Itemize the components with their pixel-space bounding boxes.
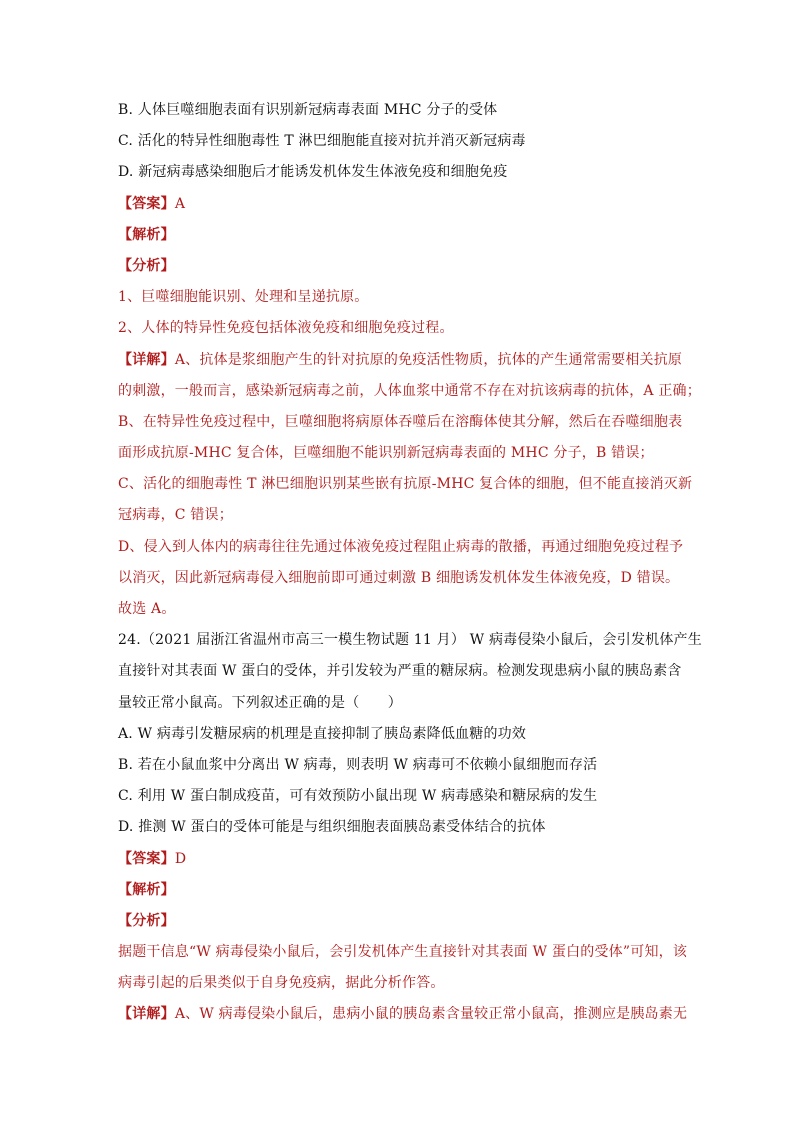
q23-answer-value: A — [174, 195, 186, 212]
q23-analysis-tag: 【解析】 — [118, 226, 175, 243]
q23-fenxi-point-1: 1、巨噬细胞能识别、处理和呈递抗原。 — [118, 289, 369, 306]
q23-detail-line-3: B、在特异性免疫过程中，巨噬细胞将病原体吞噬后在溶酶体使其分解，然后在吞噬细胞表 — [118, 413, 683, 430]
q24-answer-value: D — [174, 850, 187, 867]
q24-option-c: C. 利用 W 蛋白制成疫苗，可有效预防小鼠出现 W 病毒感染和糖尿病的发生 — [118, 788, 598, 805]
q23-option-d: D. 新冠病毒感染细胞后才能诱发机体发生体液免疫和细胞免疫 — [118, 164, 508, 181]
q24-option-a: A. W 病毒引发糖尿病的机理是直接抑制了胰岛素降低血糖的功效 — [118, 725, 527, 742]
q23-detail-line-5: C、活化的细胞毒性 T 淋巴细胞识别某些嵌有抗原-MHC 复合体的细胞，但不能直接消灭新 — [118, 476, 693, 493]
q24-stem-line-1: 24.（2021 届浙江省温州市高三一模生物试题 11 月） W 病毒侵染小鼠后，会引发机体产生 — [118, 632, 702, 649]
q24-answer-label: 【答案】 — [118, 850, 175, 867]
q24-stem-line-3: 量较正常小鼠高。下列叙述正确的是（ ） — [118, 694, 402, 711]
q23-detail-line-4: 面形成抗原-MHC 复合体，巨噬细胞不能识别新冠病毒表面的 MHC 分子，B 错误； — [118, 445, 654, 462]
q24-option-b: B. 若在小鼠血浆中分离出 W 病毒，则表明 W 病毒可不依赖小鼠细胞而存活 — [118, 756, 598, 773]
q23-answer-label: 【答案】 — [118, 195, 175, 212]
document-page — [118, 95, 702, 1031]
q23-detail-line-1 — [118, 345, 683, 376]
q24-detail-line-1 — [118, 999, 688, 1030]
q24-option-d: D. 推测 W 蛋白的受体可能是与组织细胞表面胰岛素受体结合的抗体 — [118, 819, 546, 836]
q23-detail-text-1: A、抗体是浆细胞产生的针对抗原的免疫活性物质，抗体的产生通常需要相关抗原 — [174, 351, 683, 368]
q23-fenxi-point-2: 2、人体的特异性免疫包括体液免疫和细胞免疫过程。 — [118, 320, 454, 337]
q24-stem-line-2: 直接针对其表面 W 蛋白的受体，并引发较为严重的糖尿病。检测发现患病小鼠的胰岛素含 — [118, 663, 682, 680]
q24-analysis-tag: 【解析】 — [118, 881, 175, 898]
q23-detail-label: 【详解】 — [118, 351, 175, 368]
q24-fenxi-tag: 【分析】 — [118, 912, 175, 929]
q24-detail-label: 【详解】 — [118, 1006, 175, 1023]
q24-detail-text-1: A、W 病毒侵染小鼠后，患病小鼠的胰岛素含量较正常小鼠高，推测应是胰岛素无 — [174, 1006, 688, 1023]
q23-answer-line — [118, 189, 683, 220]
q24-fenxi-line-1: 据题干信息“W 病毒侵染小鼠后，会引发机体产生直接针对其表面 W 蛋白的受体”可知，该 — [118, 944, 688, 961]
q23-detail-line-2: 的刺激，一般而言，感染新冠病毒之前，人体血浆中通常不存在对抗该病毒的抗体，A 正确； — [118, 382, 701, 399]
q23-detail-line-7: D、侵入到人体内的病毒往往先通过体液免疫过程阻止病毒的散播，再通过细胞免疫过程予 — [118, 538, 684, 555]
q23-detail-line-9: 故选 A。 — [118, 601, 176, 617]
q23-detail-line-8: 以消灭，因此新冠病毒侵入细胞前即可通过刺激 B 细胞诱发机体发生体液免疫，D 错误。 — [118, 569, 680, 586]
q23-option-b: B. 人体巨噬细胞表面有识别新冠病毒表面 MHC 分子的受体 — [118, 102, 498, 118]
q23-detail-line-6: 冠病毒，C 错误； — [118, 507, 233, 524]
q23-fenxi-tag: 【分析】 — [118, 257, 175, 274]
q23-option-c: C. 活化的特异性细胞毒性 T 淋巴细胞能直接对抗并消灭新冠病毒 — [118, 133, 526, 150]
q24-answer-line — [118, 844, 683, 875]
q24-fenxi-line-2: 病毒引起的后果类似于自身免疫病，据此分析作答。 — [118, 975, 445, 992]
